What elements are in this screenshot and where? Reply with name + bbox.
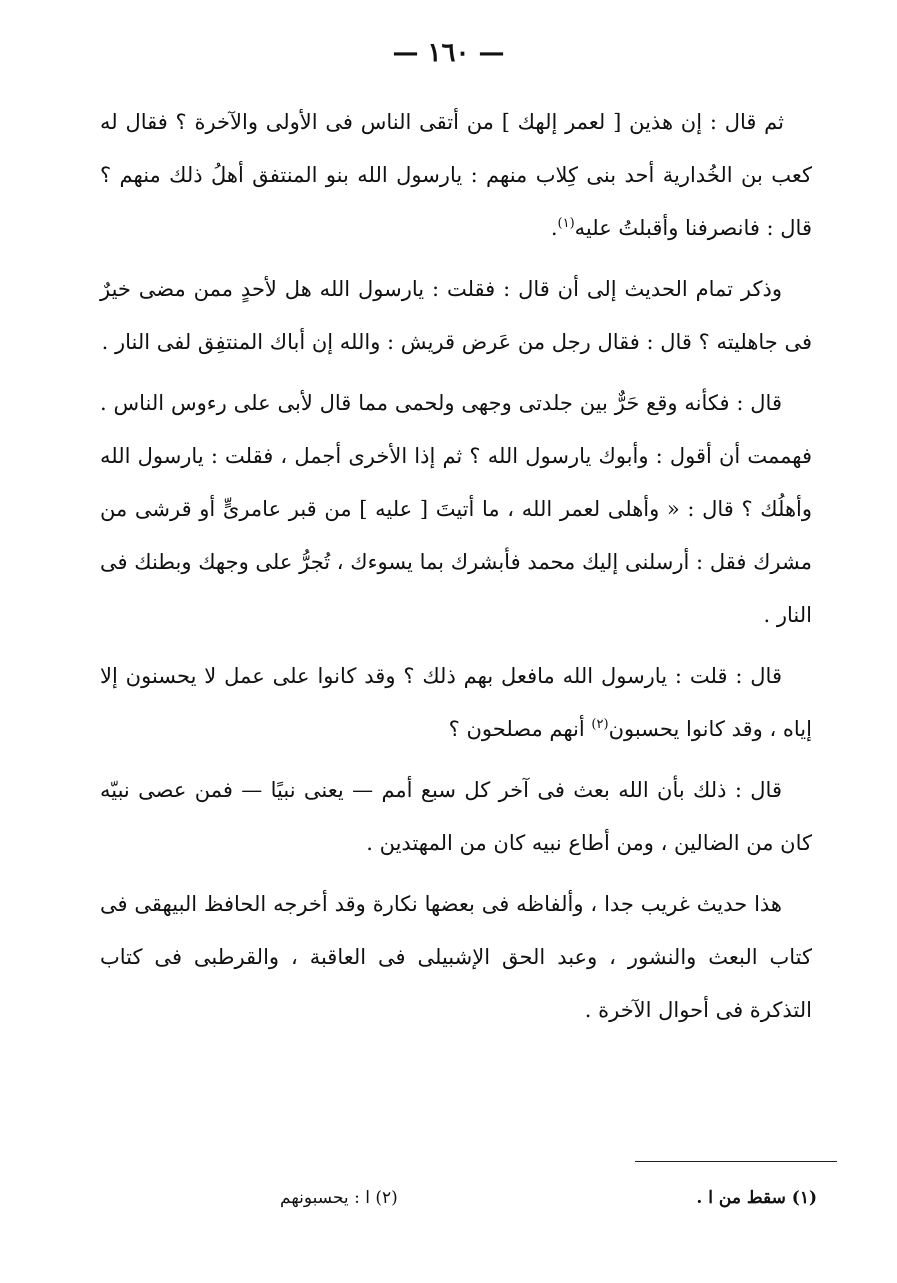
footnote-ref-2: (٢) — [591, 717, 609, 732]
paragraph-2-text: وذكر تمام الحديث إلى أن قال : فقلت : يارسول الله هل لأحدٍ ممن مضى خيرٌ فى جاهليته ؟ قال : فقال رجل من عَرض قريش : والله إن أباك المنتفِق لفى النار . — [100, 277, 812, 354]
footnotes — [280, 1188, 817, 1208]
paragraph-4-text: قال : قلت : يارسول الله مافعل بهم ذلك ؟ وقد كانوا على عمل لا يحسنون إلا إياه ، وقد كانوا يحسبون — [100, 664, 812, 741]
paragraph-1 — [100, 96, 812, 255]
footnote-1: (١) سقط من ا . — [696, 1188, 817, 1208]
page-number: — ١٦٠ — — [392, 38, 505, 68]
paragraph-4-tail: أنهم مصلحون ؟ — [448, 717, 592, 741]
paragraph-5-text: قال : ذلك بأن الله بعث فى آخر كل سبع أمم — يعنى نبيًا — فمن عصى نبيّه كان من الضالين ، ومن أطاع نبيه كان من المهتدين . — [100, 778, 812, 855]
paragraph-3-text: قال : فكأنه وقع حَرٌّ بين جلدتى وجهى ولحمى مما قال لأبى على رءوس الناس . فهممت أن أقول : وأبوك يارسول الله ؟ ثم إذا الأخرى أجمل ، فقلت : يارسول الله وأهلُك ؟ قال : « وأهلى لعمر الله ، ما أتيتَ [ عليه ] من قبر عامرىٍّ أو قرشى من مشرك فقل : أرسلنى إليك محمد فأبشرك بما يسوءك ، تُجرُّ على وجهك وبطنك فى النار . — [100, 391, 812, 627]
footnote-2: (٢) ا : يحسبونهم — [280, 1188, 398, 1208]
paragraph-4 — [100, 650, 812, 756]
paragraph-6 — [100, 878, 812, 1037]
footnote-ref-1: (١) — [557, 216, 575, 231]
main-text — [100, 96, 812, 1045]
paragraph-2 — [100, 263, 812, 369]
paragraph-6-text: هذا حديث غريب جدا ، وألفاظه فى بعضها نكارة وقد أخرجه الحافظ البيهقى فى كتاب البعث والنشور ، وعبد الحق الإشبيلى فى العاقبة ، والقرطبى فى كتاب التذكرة فى أحوال الآخرة . — [100, 892, 812, 1022]
paragraph-5 — [100, 764, 812, 870]
paragraph-1-tail: . — [550, 216, 558, 240]
footnote-divider — [635, 1161, 837, 1162]
paragraph-1-text: ثم قال : إن هذين [ لعمر إلهك ] من أتقى الناس فى الأولى والآخرة ؟ فقال له كعب بن الخُدارية أحد بنى كِلاب منهم : يارسول الله بنو المنتفق أهلُ ذلك منهم ؟ قال : فانصرفنا وأقبلتُ عليه — [100, 110, 812, 240]
paragraph-3 — [100, 377, 812, 642]
